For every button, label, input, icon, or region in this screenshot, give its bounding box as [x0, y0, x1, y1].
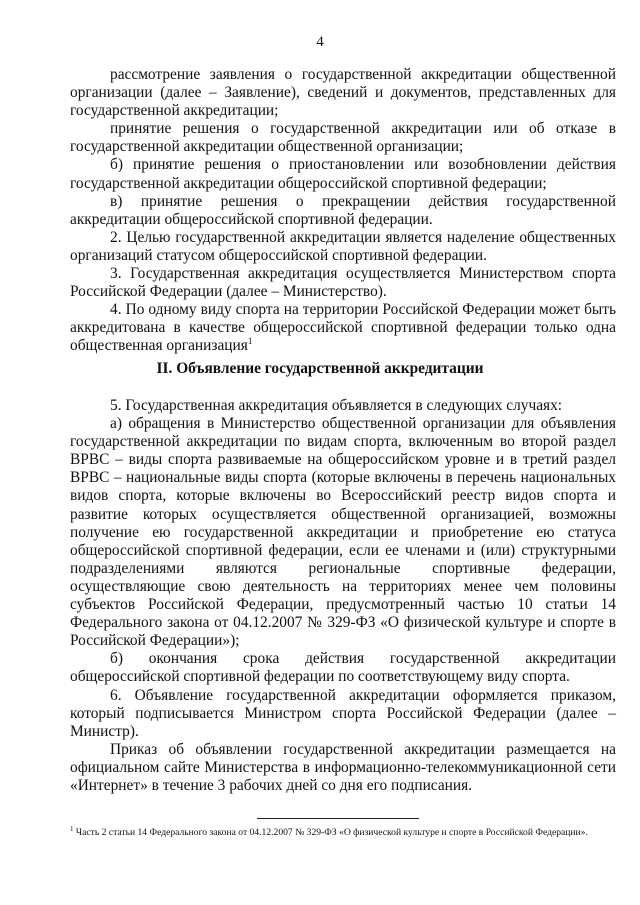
paragraph: 6. Объявление государственной аккредитации оформляется приказом, который подписывается Министром спорта Российской Федерации (далее – Министр).: [70, 686, 616, 740]
section-heading: II. Объявление государственной аккредитации: [156, 360, 484, 377]
page-number: 4: [316, 34, 324, 50]
footnote-divider: [257, 818, 419, 819]
paragraph: в) принятие решения о прекращении действия государственной аккредитации общероссийской спортивной федерации.: [70, 192, 616, 228]
paragraph: 2. Целью государственной аккредитации является наделение общественных организаций статусом общероссийской спортивной федерации.: [70, 228, 616, 264]
paragraph-text: 4. По одному виду спорта на территории Российской Федерации может быть аккредитована в качестве общероссийской спортивной федерации только одна общественная организация: [70, 301, 616, 355]
paragraph: а) обращения в Министерство общественной организации для объявления государственной аккредитации по видам спорта, включенным во второй раздел ВРВС – виды спорта развиваемые на общероссийском уровне и в третий раздел ВРВС – национальные виды спорта (которые включены в перечень национальных видов спорта, которые включены во Всероссийский реестр видов спорта и развитие которых осуществляется общественной организацией, возможны получение ею государственной аккредитации и приобретение ею статуса общероссийской спортивной федерации, если ее членами и (или) структурными подразделениями являются региональные спортивные федерации, осуществляющие свою деятельность на территориях менее чем половины субъектов Российской Федерации, предусмотренный частью 10 статьи 14 Федерального закона от 04.12.2007 № 329-ФЗ «О физической культуре и спорте в Российской Федерации»);: [70, 415, 616, 650]
paragraph: 5. Государственная аккредитация объявляется в следующих случаях:: [110, 397, 563, 414]
footnote-reference: 1: [247, 336, 253, 347]
body-text-bottom: [70, 397, 616, 795]
footnote-marker: 1: [70, 824, 74, 833]
paragraph: Приказ об объявлении государственной аккредитации размещается на официальном сайте Министерства в информационно-телекоммуникационной сети «Интернет» в течение 3 рабочих дней со дня его подписания.: [70, 740, 616, 794]
paragraph-with-footnote: [70, 301, 616, 355]
paragraph: рассмотрение заявления о государственной аккредитации общественной организации (далее – Заявление), сведений и документов, представленных для государственной аккредитации;: [70, 66, 616, 120]
paragraph: принятие решения о государственной аккредитации или об отказе в государственной аккредитации общественной организации;: [70, 120, 616, 156]
footnote: [70, 826, 616, 839]
footnote-text: Часть 2 статьи 14 Федерального закона от 04.12.2007 № 329-ФЗ «О физической культуре и спорте в Российской Федерации».: [75, 827, 588, 838]
paragraph: б) окончания срока действия государственной аккредитации общероссийской спортивной федерации по соответствующему виду спорта.: [70, 650, 616, 686]
paragraph: б) принятие решения о приостановлении или возобновлении действия государственной аккредитации общероссийской спортивной федерации;: [70, 156, 616, 192]
paragraph: 3. Государственная аккредитация осуществляется Министерством спорта Российской Федерации (далее – Министерство).: [70, 265, 616, 301]
body-text-top: [70, 66, 616, 356]
